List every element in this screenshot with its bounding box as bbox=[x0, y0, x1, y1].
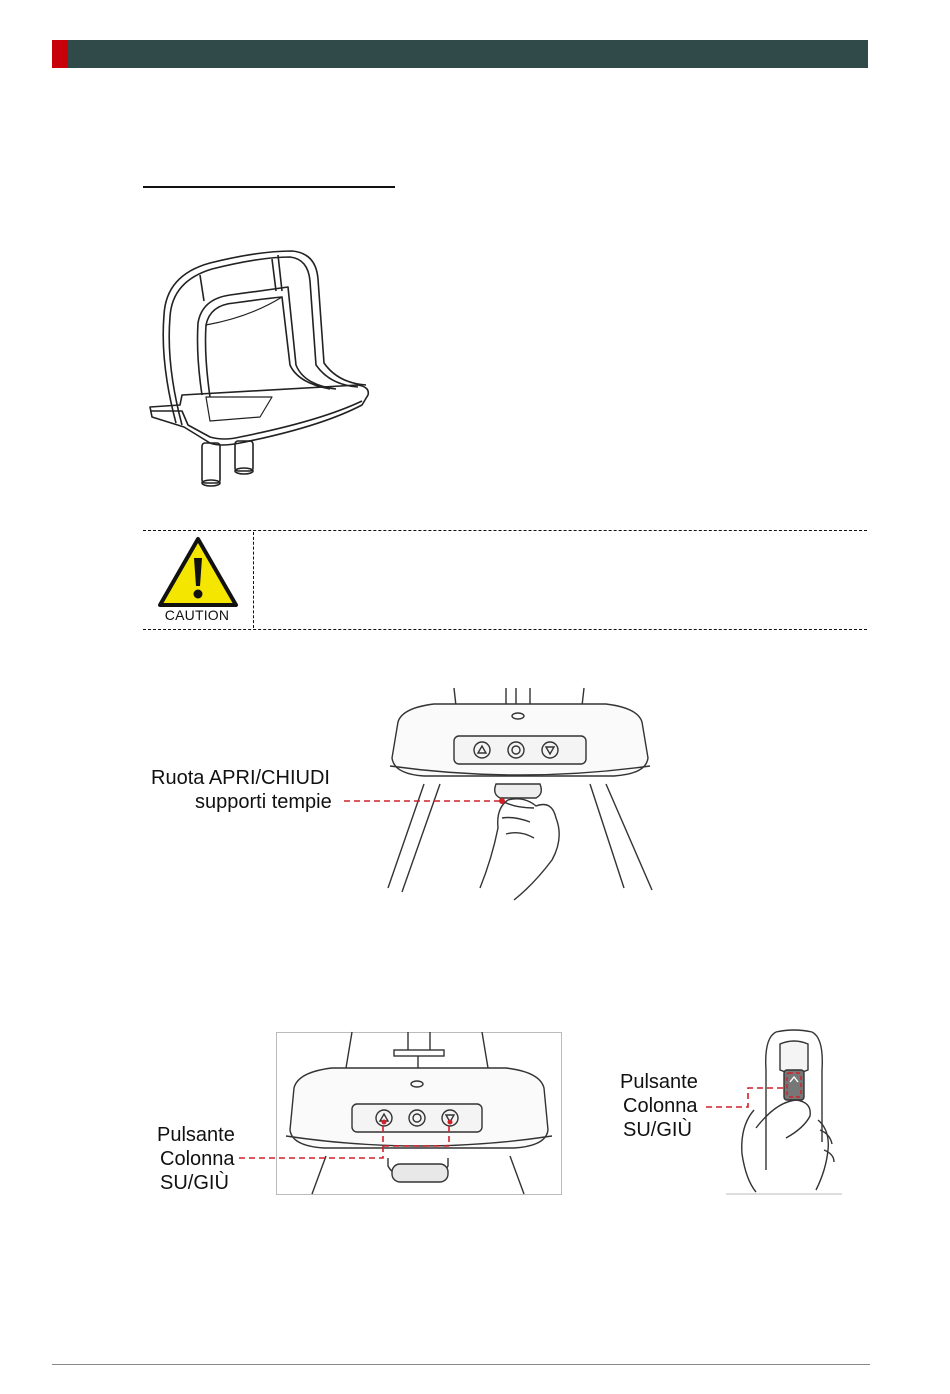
caution-triangle-icon bbox=[157, 536, 239, 608]
column-handle-label-line1: Pulsante bbox=[620, 1071, 698, 1093]
chin-rest-illustration bbox=[140, 245, 380, 490]
caution-box bbox=[143, 530, 867, 630]
column-handle-leader-line bbox=[702, 1082, 792, 1112]
column-handle-label-line3: SU/GIÙ bbox=[623, 1119, 692, 1141]
wheel-label-line2: supporti tempie bbox=[195, 791, 332, 813]
column-handle-label-line2: Colonna bbox=[623, 1095, 698, 1117]
column-panel-label-line1: Pulsante bbox=[157, 1124, 235, 1146]
header-bar bbox=[52, 40, 868, 68]
column-panel-label-line3: SU/GIÙ bbox=[160, 1172, 229, 1194]
header-accent bbox=[52, 40, 68, 68]
column-panel-label-line2: Colonna bbox=[160, 1148, 235, 1170]
section-title-underline bbox=[143, 186, 395, 188]
column-panel-leader-line bbox=[235, 1120, 455, 1165]
caution-divider bbox=[253, 532, 254, 628]
footer-divider bbox=[52, 1364, 870, 1365]
wheel-leader-line bbox=[340, 796, 510, 806]
wheel-label-line1: Ruota APRI/CHIUDI bbox=[151, 767, 330, 789]
caution-label: CAUTION bbox=[164, 607, 230, 623]
column-panel-illustration bbox=[276, 1032, 562, 1195]
column-handle-illustration bbox=[726, 1030, 842, 1196]
